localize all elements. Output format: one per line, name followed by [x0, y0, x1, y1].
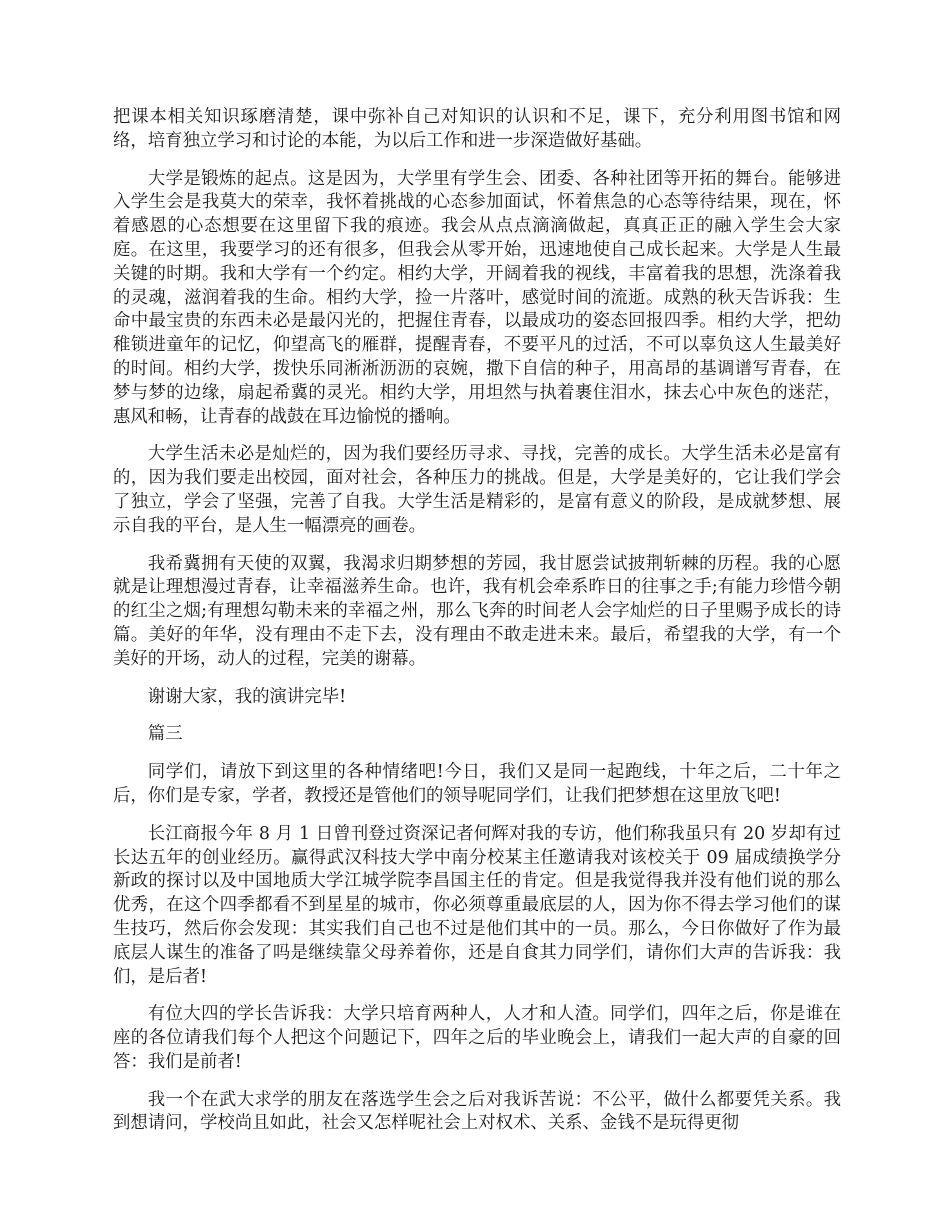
closing-line: 谢谢大家，我的演讲完毕! [147, 686, 347, 707]
paragraph-7: 有位大四的学长告诉我：大学只培育两种人，人才和人渣。同学们，四年之后，你是谁在座的各位请我们每个人把这个问题记下，四年之后的毕业晚会上，请我们一起大声的自豪的回答：我们是前者! [113, 1004, 841, 1072]
paragraph-4: 我希冀拥有天使的双翼，我渴求归期梦想的芳园，我甘愿尝试披荆斩棘的历程。我的心愿就是让理想漫过青春，让幸福滋养生命。也许，我有机会牵系昨日的往事之手;有能力珍惜今朝的红尘之烟;有理想勾勒未来的幸福之州，那么飞奔的时间老人会字灿烂的日子里赐予成长的诗篇。美好的年华，没有理由不走下去，没有理由不敢走进未来。最后，希望我的大学，有一个美好的开场，动人的过程，完美的谢幕。 [113, 553, 841, 669]
paragraph-2: 大学是锻炼的起点。这是因为，大学里有学生会、团委、各种社团等开拓的舞台。能够进入学生会是我莫大的荣幸，我怀着挑战的心态参加面试，怀着焦急的心态等待结果，现在，怀着感恩的心态想要在这里留下我的痕迹。我会从点点滴滴做起，真真正正的融入学生会大家庭。在这里，我要学习的还有很多，但我会从零开始，迅速地使自己成长起来。大学是人生最关键的时期。我和大学有一个约定。相约大学，开阔着我的视线，丰富着我的思想，洗涤着我的灵魂，滋润着我的生命。相约大学，捡一片落叶，感觉时间的流逝。成熟的秋天告诉我：生命中最宝贵的东西未必是最闪光的，把握住青春，以最成功的姿态回报四季。相约大学，把幼稚锁进童年的记忆，仰望高飞的雁群，提醒青春，不要平凡的过活，不可以辜负这人生最美好的时间。相约大学，拨快乐同淅淅沥沥的哀婉，撒下自信的种子，用高昂的基调谱写青春，在梦与梦的边缘，扇起希冀的灵光。相约大学，用坦然与执着裹住泪水，抹去心中灰色的迷茫，惠风和畅，让青春的战鼓在耳边愉悦的播响。 [113, 168, 841, 427]
paragraph-3: 大学生活未必是灿烂的，因为我们要经历寻求、寻找，完善的成长。大学生活未必是富有的，因为我们要走出校园，面对社会，各种压力的挑战。但是，大学是美好的，它让我们学会了独立，学会了坚强，完善了自我。大学生活是精彩的，是富有意义的阶段，是成就梦想、展示自我的平台，是人生一幅漂亮的画卷。 [113, 444, 841, 536]
paragraph-1: 把课本相关知识琢磨清楚，课中弥补自己对知识的认识和不足，课下，充分利用图书馆和网络，培育独立学习和讨论的本能，为以后工作和进一步深造做好基础。 [113, 107, 841, 151]
document-page [113, 106, 841, 1150]
section-heading: 篇三 [147, 724, 183, 745]
paragraph-5: 同学们，请放下到这里的各种情绪吧!今日，我们又是同一起跑线，十年之后，二十年之后，你们是专家，学者，教授还是管他们的领导呢同学们，让我们把梦想在这里放飞吧! [113, 762, 841, 806]
paragraph-8: 我一个在武大求学的朋友在落选学生会之后对我诉苦说：不公平，做什么都要凭关系。我到想请问，学校尚且如此，社会又怎样呢社会上对权术、关系、金钱不是玩得更彻 [113, 1089, 841, 1134]
paragraph-6: 长江商报今年 8 月 1 日曾刊登过资深记者何辉对我的专访，他们称我虽只有 20 岁却有过长达五年的创业经历。赢得武汉科技大学中南分校某主任邀请我对该校关于 09 届成绩换学分新政的探讨以及中国地质大学江城学院李昌国主任的肯定。但是我觉得我并没有他们说的那么优秀，在这个四季都看不到星星的城市，你必须尊重最底层的人，因为你不得去学习他们的谋生技巧，然后你会发现：其实我们自己也不过是他们其中的一员。那么，今日你做好了作为最底层人谋生的准备了吗是继续靠父母养着你，还是自食其力同学们，请你们大声的告诉我：我们，是后者! [113, 823, 841, 987]
